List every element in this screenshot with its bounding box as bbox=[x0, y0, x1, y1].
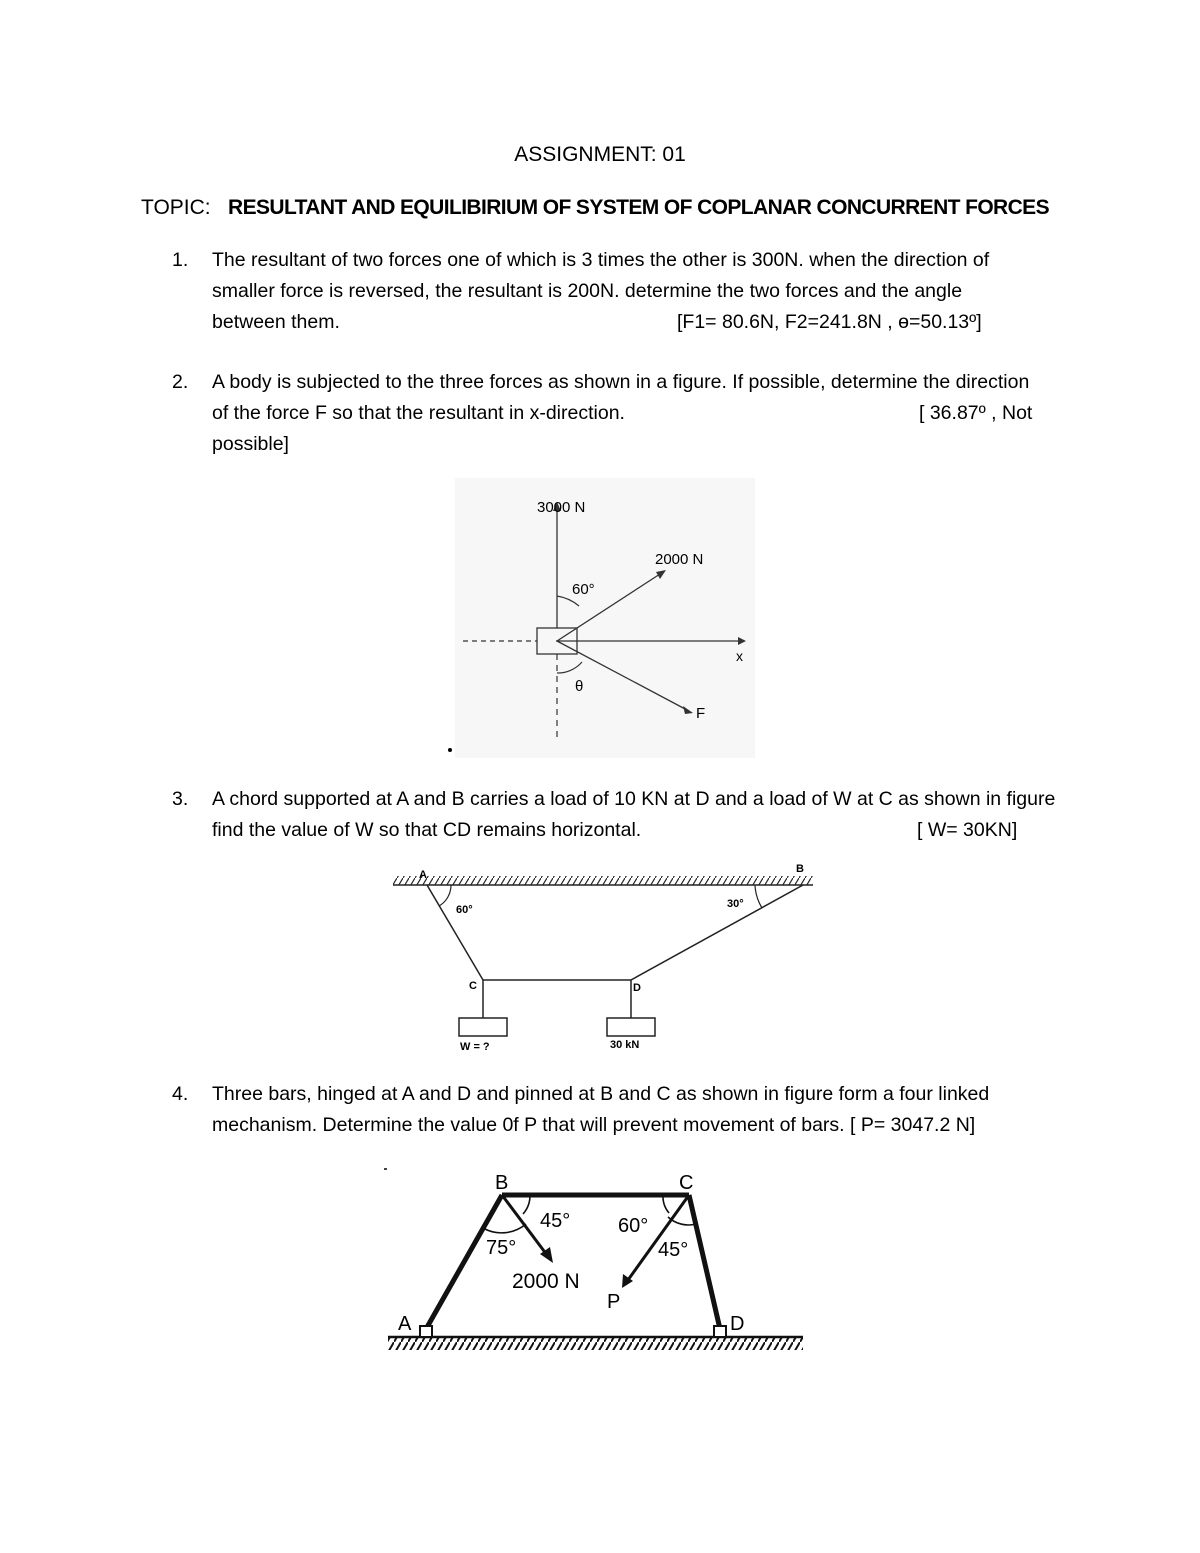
force-3000-label: 3000 N bbox=[537, 499, 586, 516]
chord-figure bbox=[385, 858, 825, 1058]
angle-a-arc bbox=[439, 885, 451, 906]
question-number: 2. bbox=[172, 371, 189, 393]
stray-dot bbox=[448, 748, 452, 752]
angle-c1-label: 60° bbox=[618, 1215, 649, 1237]
point-c-label: C bbox=[679, 1172, 694, 1194]
point-a-label: A bbox=[398, 1313, 412, 1335]
question-line: Three bars, hinged at A and D and pinned at B and C as shown in figure form a four linked bbox=[212, 1083, 990, 1105]
bar-cd bbox=[689, 1195, 720, 1329]
question-line: find the value of W so that CD remains horizontal. bbox=[212, 819, 642, 841]
force-2000-label: 2000 N bbox=[512, 1270, 580, 1293]
point-b-label: B bbox=[796, 863, 804, 875]
topic-line bbox=[141, 196, 1049, 220]
mechanism-figure bbox=[380, 1162, 820, 1362]
stray-mark bbox=[384, 1168, 387, 1170]
cable-db bbox=[631, 885, 803, 980]
load-d-label: 30 kN bbox=[610, 1039, 640, 1051]
angle-b-arc bbox=[755, 885, 762, 908]
point-b-label: B bbox=[495, 1172, 509, 1194]
page-title: ASSIGNMENT: 01 bbox=[514, 143, 686, 166]
angle-b-arc-upper bbox=[523, 1195, 530, 1214]
force-p-line bbox=[628, 1195, 689, 1280]
load-c-label: W = ? bbox=[460, 1041, 490, 1053]
support-d bbox=[714, 1326, 726, 1337]
figure-background bbox=[455, 478, 755, 758]
bar-ab bbox=[426, 1195, 502, 1329]
question-answer: [ W= 30KN] bbox=[917, 819, 1018, 841]
angle-c-arc-upper bbox=[663, 1195, 669, 1213]
angle-b1-label: 45° bbox=[540, 1210, 571, 1232]
force-diagram-figure bbox=[455, 478, 755, 758]
angle-b2-label: 75° bbox=[486, 1237, 517, 1259]
angle-b-arc-lower bbox=[483, 1224, 526, 1233]
question-line: possible] bbox=[212, 433, 289, 455]
cable-ac bbox=[427, 885, 483, 980]
ground-hatch bbox=[388, 1337, 803, 1350]
force-f-label: F bbox=[696, 705, 706, 722]
point-c-label: C bbox=[469, 980, 477, 992]
question-number: 1. bbox=[172, 249, 189, 271]
point-a-label: A bbox=[419, 869, 427, 881]
angle-b-label: 30° bbox=[727, 898, 744, 910]
question-answer: [ 36.87º , Not bbox=[919, 402, 1033, 424]
point-d-label: D bbox=[633, 982, 641, 994]
support-a bbox=[420, 1326, 432, 1337]
question-line: The resultant of two forces one of which is 3 times the other is 300N. when the direction of bbox=[212, 249, 990, 271]
question-number: 4. bbox=[172, 1083, 189, 1105]
question-line: A body is subjected to the three forces as shown in a figure. If possible, determine the direction bbox=[212, 371, 1030, 393]
question-number: 3. bbox=[172, 788, 189, 810]
force-2000-label: 2000 N bbox=[655, 551, 704, 568]
angle-theta-label: θ bbox=[575, 678, 584, 695]
ceiling-hatch bbox=[393, 876, 813, 885]
angle-c2-label: 45° bbox=[658, 1239, 689, 1261]
load-box-d bbox=[607, 1018, 655, 1036]
question-line: smaller force is reversed, the resultant is 200N. determine the two forces and the angle bbox=[212, 280, 963, 302]
question-line: between them. bbox=[212, 311, 340, 333]
question-line: A chord supported at A and B carries a load of 10 KN at D and a load of W at C as shown in figure bbox=[212, 788, 1056, 810]
load-box-c bbox=[459, 1018, 507, 1036]
topic-label: TOPIC: bbox=[141, 196, 211, 219]
angle-60-label: 60° bbox=[572, 581, 595, 598]
x-axis-label: x bbox=[736, 648, 743, 664]
angle-a-label: 60° bbox=[456, 904, 473, 916]
question-answer: [F1= 80.6N, F2=241.8N , ɵ=50.13º] bbox=[677, 311, 982, 333]
force-p-label: P bbox=[607, 1291, 621, 1313]
question-line: mechanism. Determine the value 0f P that will prevent movement of bars. [ P= 3047.2 N] bbox=[212, 1114, 976, 1136]
point-d-label: D bbox=[730, 1313, 745, 1335]
question-line: of the force F so that the resultant in x-direction. bbox=[212, 402, 625, 424]
topic-text: RESULTANT AND EQUILIBIRIUM OF SYSTEM OF COPLANAR CONCURRENT FORCES bbox=[228, 196, 1050, 219]
